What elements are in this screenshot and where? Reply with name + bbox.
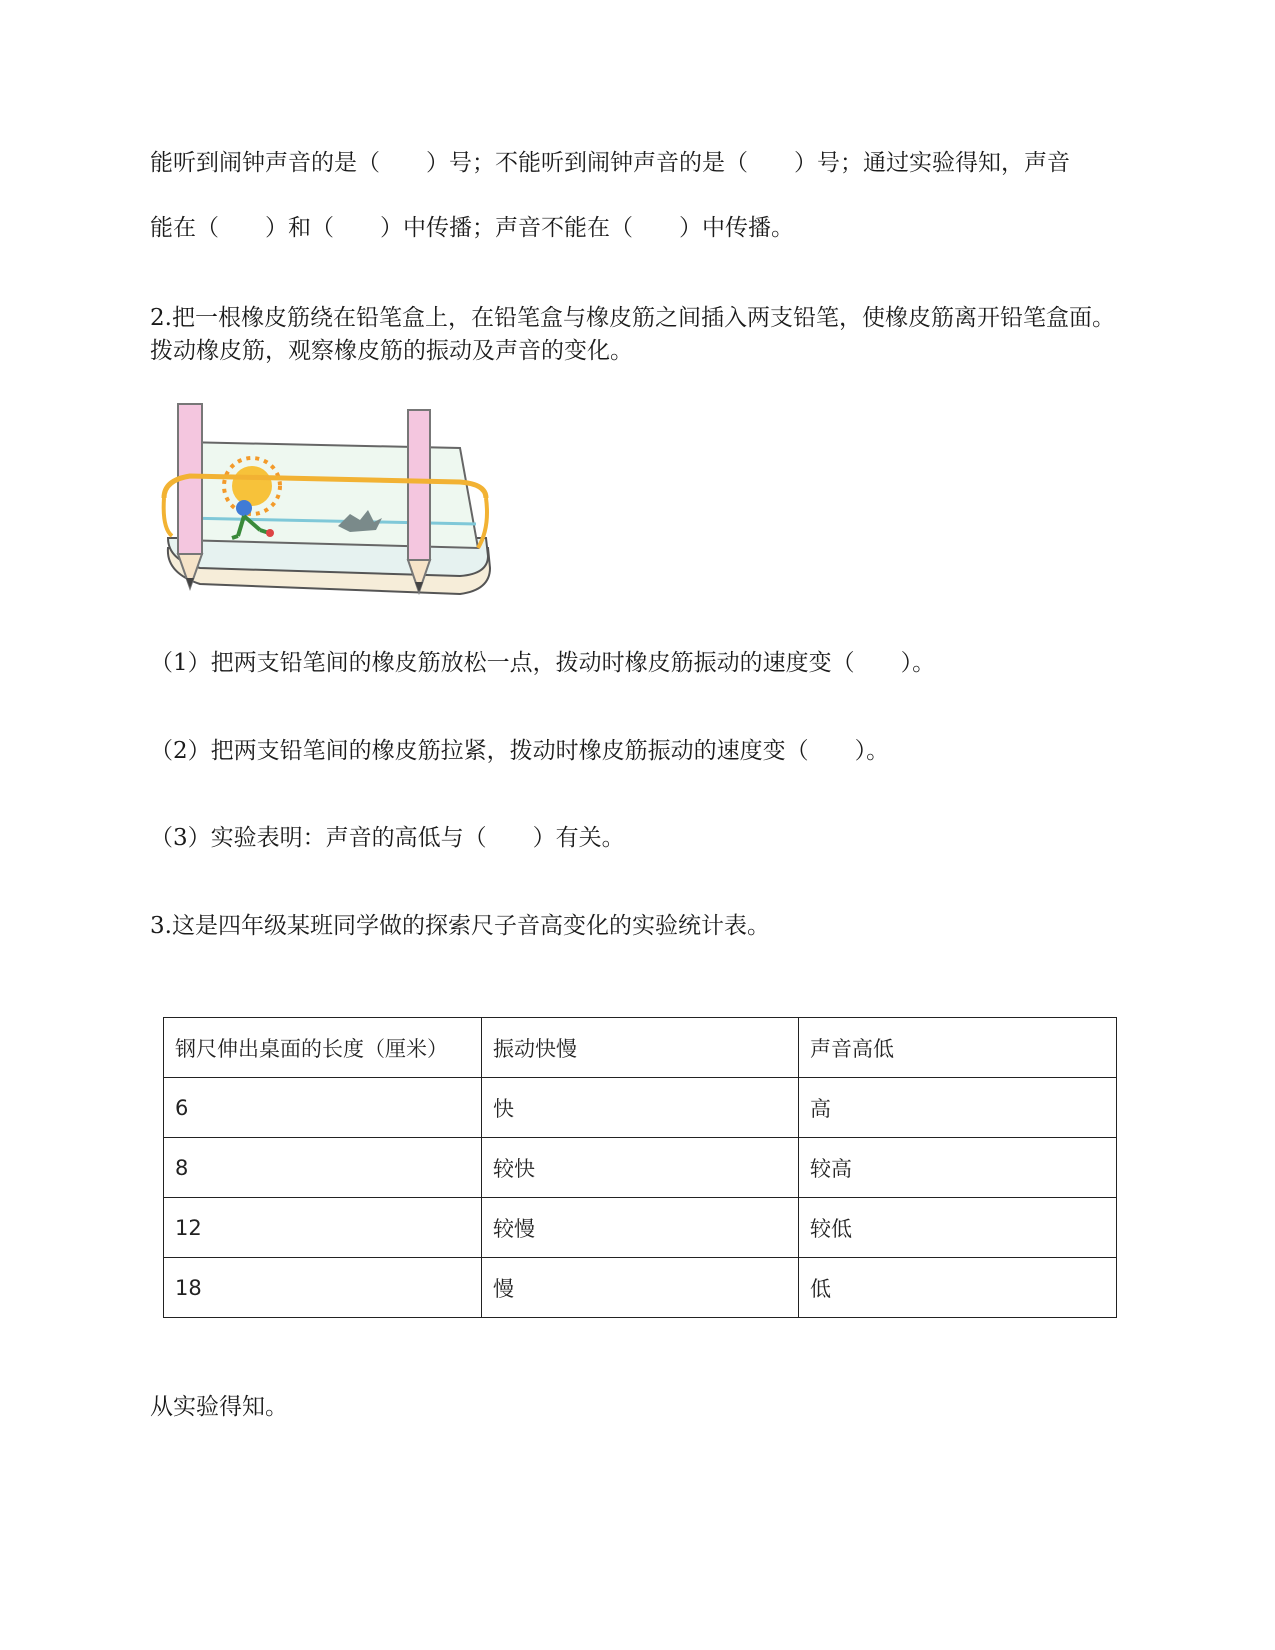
- table-cell: 6: [164, 1078, 482, 1138]
- question-2-part-3: （3）实验表明：声音的高低与（ ）有关。: [150, 825, 625, 851]
- table-row: [164, 1258, 1117, 1318]
- table-cell: 快: [482, 1078, 799, 1138]
- rubber-band-pencil-box-illustration: [160, 398, 500, 623]
- experiment-data-table: [163, 1017, 1117, 1318]
- table-cell: 低: [799, 1258, 1117, 1318]
- question-2-part-1: （1）把两支铅笔间的橡皮筋放松一点，拨动时橡皮筋振动的速度变（ ）。: [150, 650, 936, 676]
- p1-line-1: 能听到闹钟声音的是（ ）号；不能听到闹钟声音的是（ ）号；通过实验得知，声音: [150, 150, 1070, 176]
- table-cell: 较高: [799, 1138, 1117, 1198]
- table-cell: 8: [164, 1138, 482, 1198]
- table-header-cell: 钢尺伸出桌面的长度（厘米）: [164, 1018, 482, 1078]
- table-header-cell: 声音高低: [799, 1018, 1117, 1078]
- table-cell: 较快: [482, 1138, 799, 1198]
- table-cell: 12: [164, 1198, 482, 1258]
- question-2-part-2: （2）把两支铅笔间的橡皮筋拉紧，拨动时橡皮筋振动的速度变（ ）。: [150, 738, 890, 764]
- table-cell: 慢: [482, 1258, 799, 1318]
- table-row: [164, 1138, 1117, 1198]
- left-pencil: [178, 404, 202, 588]
- p1-line-2: 能在（ ）和（ ）中传播；声音不能在（ ）中传播。: [150, 215, 794, 241]
- table-row: [164, 1198, 1117, 1258]
- table-header-row: [164, 1018, 1117, 1078]
- table-cell: 较慢: [482, 1198, 799, 1258]
- table-row: [164, 1078, 1117, 1138]
- table-header-cell: 振动快慢: [482, 1018, 799, 1078]
- table-cell: 较低: [799, 1198, 1117, 1258]
- question-2-text: 2.把一根橡皮筋绕在铅笔盒上，在铅笔盒与橡皮筋之间插入两支铅笔，使橡皮筋离开铅笔盒面。拨动橡皮筋，观察橡皮筋的振动及声音的变化。: [150, 305, 1115, 364]
- question-3-text: 3.这是四年级某班同学做的探索尺子音高变化的实验统计表。: [150, 913, 770, 939]
- right-pencil: [408, 410, 430, 592]
- table-cell: 高: [799, 1078, 1117, 1138]
- conclusion-text: 从实验得知。: [150, 1394, 288, 1420]
- table-cell: 18: [164, 1258, 482, 1318]
- sun-icon: [224, 458, 280, 514]
